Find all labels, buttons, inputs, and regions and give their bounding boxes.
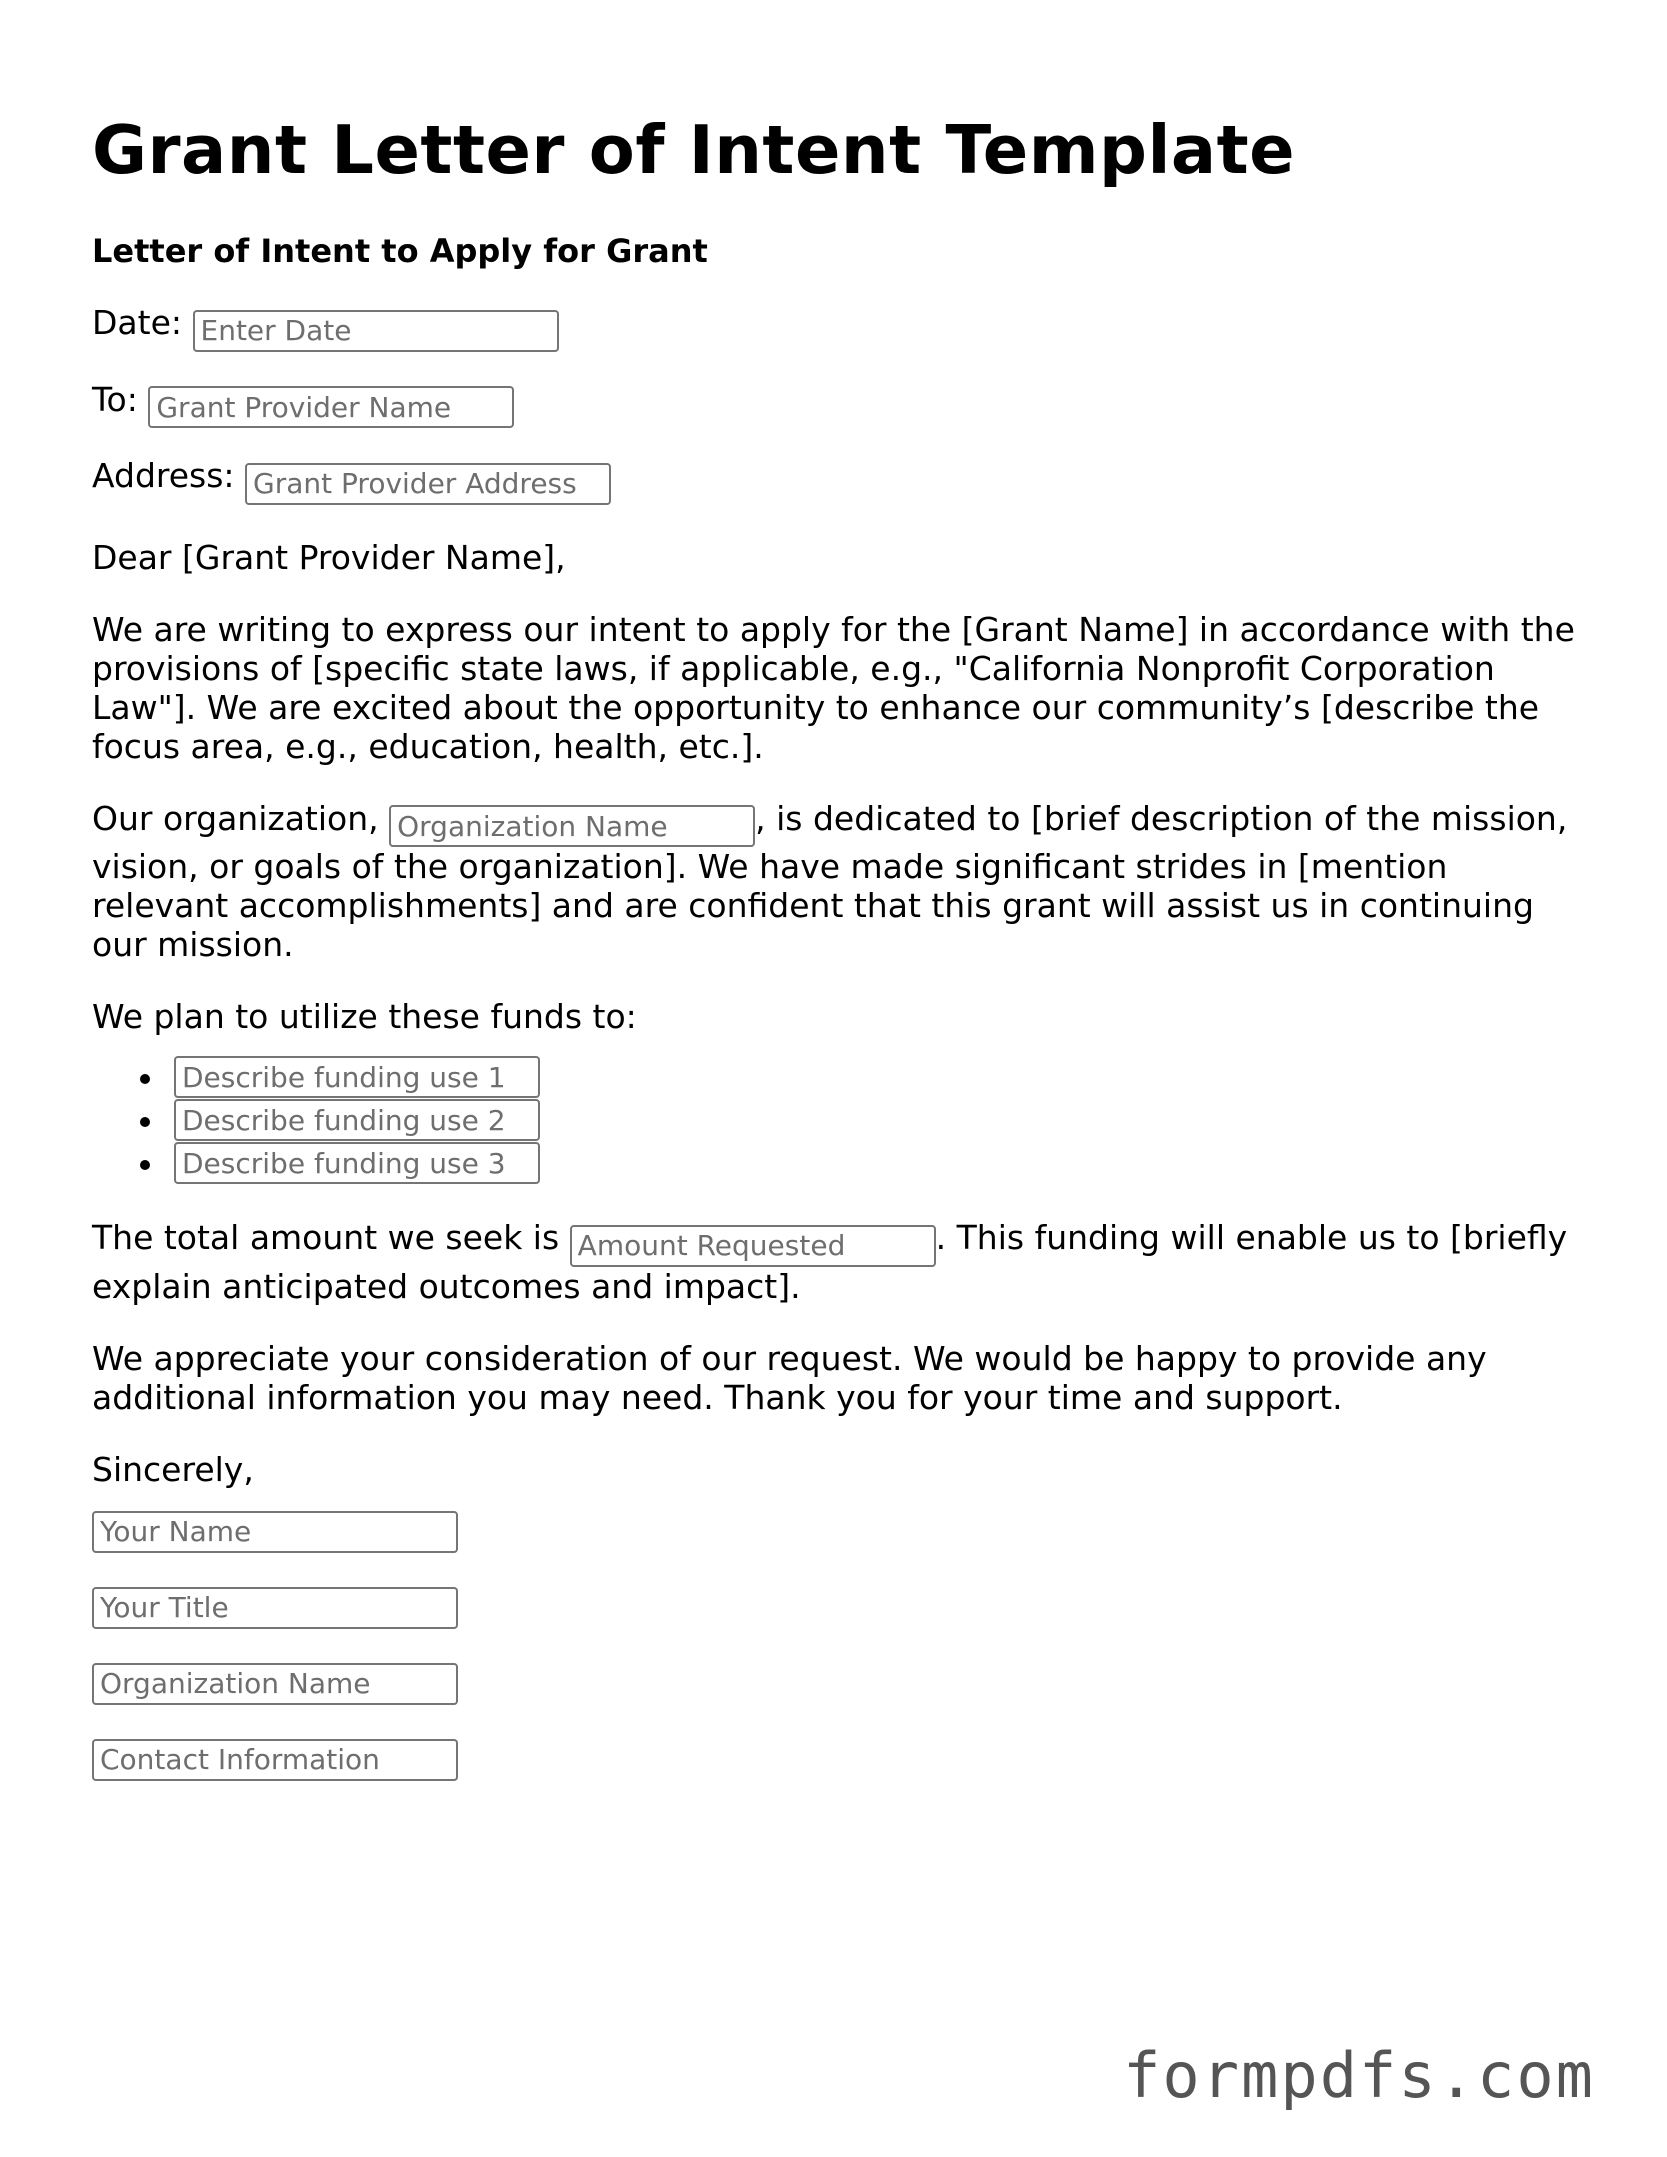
organization-paragraph-start: Our organization,: [92, 798, 390, 838]
list-item: [174, 1142, 1592, 1185]
signature-block: [92, 1511, 1592, 1815]
list-item: [174, 1056, 1592, 1099]
intro-paragraph: We are writing to express our intent to apply for the [Grant Name] in accordance with the provisions of [specific state laws, if applicable, e.g., "California Nonprofit Corporation Law"]. We are excited about the opportunity to enhance our community’s [describe the focus area, e.g., education, health, etc.].: [92, 609, 1575, 766]
page-title: Grant Letter of Intent Template: [92, 111, 1296, 189]
letter-document: [92, 112, 1592, 1815]
address-label: Address:: [92, 456, 235, 496]
date-row: [92, 303, 1592, 352]
date-input[interactable]: [193, 310, 559, 352]
to-row: [92, 380, 1592, 429]
address-row: [92, 456, 1592, 505]
signature-row: [92, 1511, 1592, 1587]
letter-subtitle: Letter of Intent to Apply for Grant: [92, 232, 708, 271]
list-item: [174, 1099, 1592, 1142]
salutation: Dear [Grant Provider Name],: [92, 537, 566, 577]
grant-provider-address-input[interactable]: [245, 463, 611, 505]
watermark: formpdfs.com: [1123, 2039, 1595, 2112]
signature-organization-name-input[interactable]: [92, 1663, 458, 1705]
signature-row: [92, 1587, 1592, 1663]
organization-paragraph: [92, 799, 1592, 965]
your-name-input[interactable]: [92, 1511, 458, 1553]
funding-use-3-input[interactable]: [174, 1142, 540, 1184]
organization-name-inline-input[interactable]: [389, 805, 755, 847]
to-label: To:: [92, 379, 138, 419]
funding-use-2-input[interactable]: [174, 1099, 540, 1141]
amount-paragraph: [92, 1218, 1592, 1306]
signature-row: [92, 1739, 1592, 1815]
grant-provider-name-input[interactable]: [148, 386, 514, 428]
organization-paragraph-end: , is dedicated to [brief description of the mission, vision, or goals of the organization]. We have made significant strides in [mention relevant accomplishments] and are confident that this grant will assist us in continuing our mission.: [92, 798, 1568, 965]
closing: Sincerely,: [92, 1449, 254, 1489]
funding-uses-list: [92, 1056, 1592, 1185]
amount-paragraph-start: The total amount we seek is: [92, 1218, 570, 1258]
funding-intro: We plan to utilize these funds to:: [92, 997, 637, 1037]
amount-paragraph-end: . This funding will enable us to [briefly explain anticipated outcomes and impact].: [92, 1218, 1568, 1306]
amount-requested-input[interactable]: [570, 1225, 936, 1267]
your-title-input[interactable]: [92, 1587, 458, 1629]
signature-row: [92, 1663, 1592, 1739]
date-label: Date:: [92, 303, 182, 343]
funding-use-1-input[interactable]: [174, 1056, 540, 1098]
contact-information-input[interactable]: [92, 1739, 458, 1781]
appreciation-paragraph: We appreciate your consideration of our request. We would be happy to provide any additional information you may need. Thank you for your time and support.: [92, 1338, 1487, 1417]
